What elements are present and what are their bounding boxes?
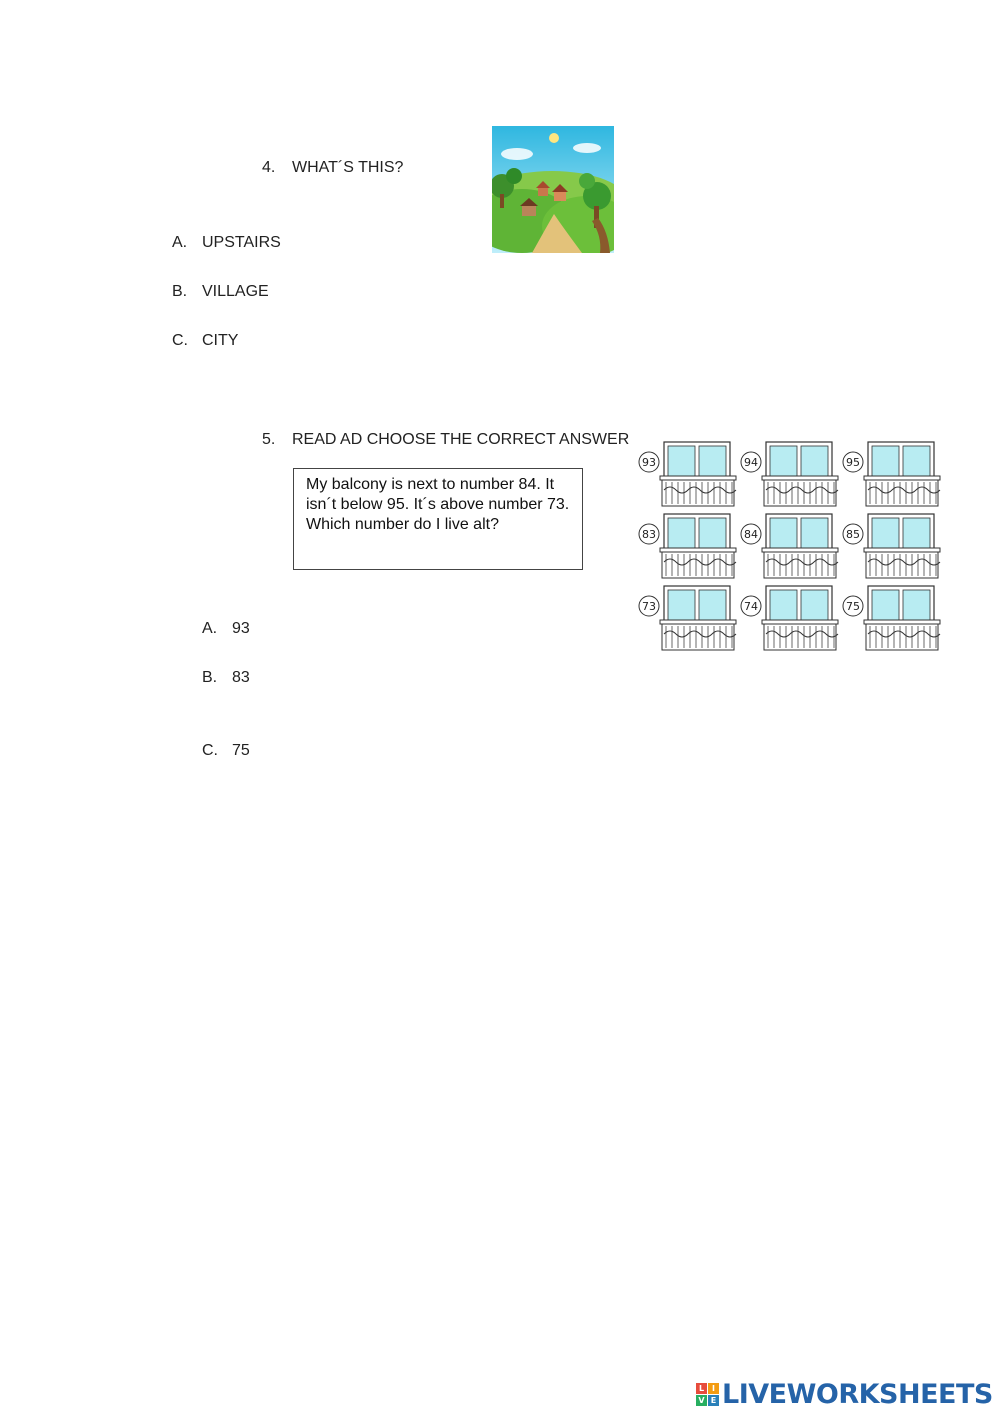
option-text: CITY [202, 332, 239, 349]
q5-option-a[interactable] [202, 619, 250, 639]
balcony [843, 514, 940, 578]
balcony [639, 586, 736, 650]
village-picture [492, 126, 614, 253]
option-text: 83 [232, 669, 250, 686]
riddle-box: My balcony is next to number 84. It isn´t below 95. It´s above number 73. Which number do I live alt? [293, 468, 583, 570]
balcony [843, 586, 940, 650]
q4-number: 4. [262, 159, 276, 176]
balcony-number: 93 [642, 456, 656, 469]
logo-text: LIVEWORKSHEETS [722, 1378, 993, 1410]
option-letter: C. [202, 742, 218, 759]
balcony [741, 514, 838, 578]
option-letter: A. [202, 620, 218, 637]
balcony-number: 94 [744, 456, 758, 469]
balcony [741, 442, 838, 506]
option-text: 93 [232, 620, 250, 637]
balcony-number: 85 [846, 528, 860, 541]
q4-option-c[interactable] [172, 331, 238, 351]
option-letter: B. [172, 283, 188, 300]
balcony-number: 74 [744, 600, 758, 613]
option-text: UPSTAIRS [202, 234, 281, 251]
balcony-number: 95 [846, 456, 860, 469]
liveworksheets-logo [696, 1378, 993, 1410]
balcony-number: 83 [642, 528, 656, 541]
logo-letter: V [696, 1395, 707, 1406]
balcony [843, 442, 940, 506]
q4-title [262, 158, 403, 178]
q4-option-b[interactable] [172, 282, 269, 302]
q5-option-c[interactable] [202, 741, 250, 761]
balcony-number: 84 [744, 528, 758, 541]
balcony-number: 73 [642, 600, 656, 613]
logo-letter: E [708, 1395, 719, 1406]
q5-option-b[interactable] [202, 668, 250, 688]
option-letter: B. [202, 669, 218, 686]
logo-letter: I [708, 1383, 719, 1394]
option-letter: A. [172, 234, 188, 251]
balcony [741, 586, 838, 650]
q4-option-a[interactable] [172, 233, 281, 253]
q5-title [262, 430, 629, 450]
balconies-picture [638, 438, 944, 654]
balcony-number: 75 [846, 600, 860, 613]
logo-mark-icon [696, 1383, 719, 1406]
option-text: 75 [232, 742, 250, 759]
balcony [639, 514, 736, 578]
balcony [639, 442, 736, 506]
option-text: VILLAGE [202, 283, 269, 300]
q5-number: 5. [262, 431, 276, 448]
logo-letter: L [696, 1383, 707, 1394]
q4-question: WHAT´S THIS? [292, 159, 404, 176]
option-letter: C. [172, 332, 188, 349]
q5-question: READ AD CHOOSE THE CORRECT ANSWER [292, 431, 630, 448]
